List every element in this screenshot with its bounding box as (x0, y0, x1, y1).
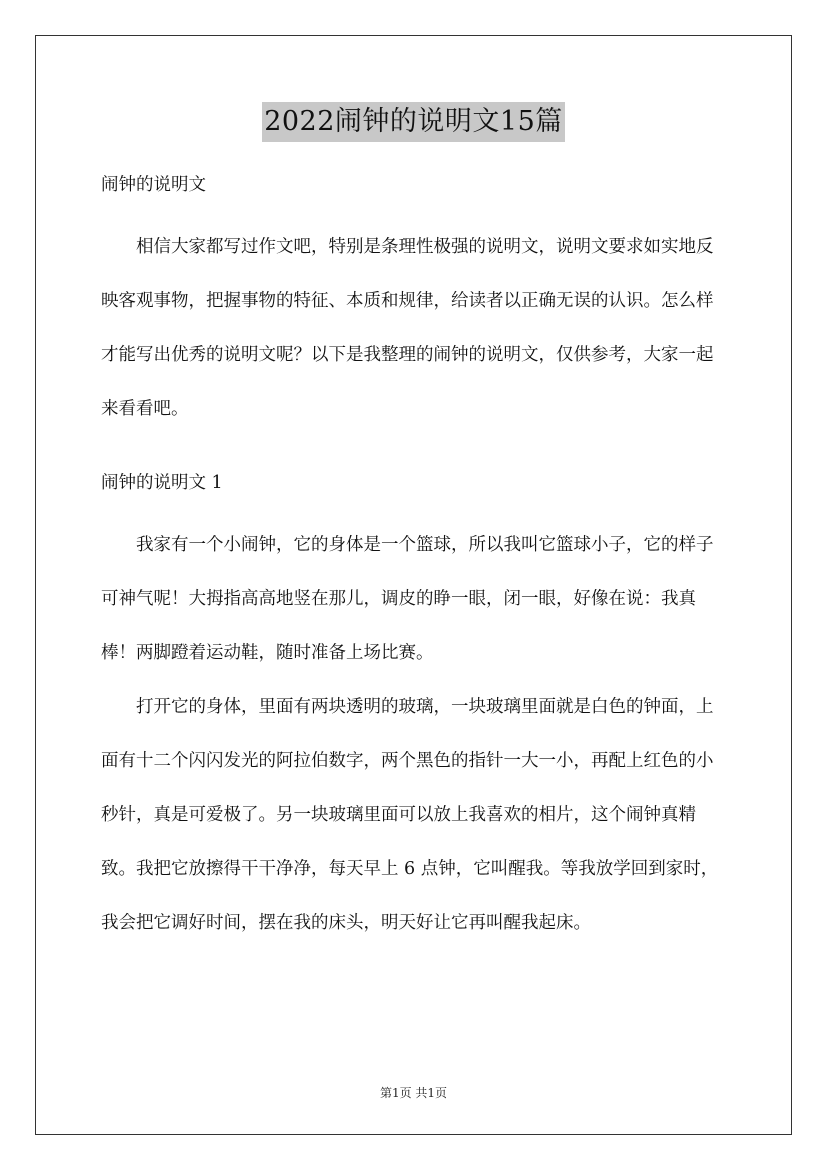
paragraph-gap (101, 436, 727, 468)
document-title: 2022闹钟的说明文15篇 (262, 102, 565, 142)
page-footer: 第1页 共1页 (379, 1086, 448, 1100)
section-heading: 闹钟的说明文 (101, 175, 206, 195)
title-container (0, 102, 827, 142)
body-paragraph-2: 打开它的身体，里面有两块透明的玻璃，一块玻璃里面就是白色的钟面，上面有十二个闪闪发光的阿拉伯数字，两个黑色的指针一大一小，再配上红色的小秒针，真是可爱极了。另一块玻璃里面可以放上我喜欢的相片，这个闹钟真精致。我把它放擦得干干净净，每天早上 6 点钟，它叫醒我。等我放学回到家时，我会把它调好时间，摆在我的床头，明天好让它再叫醒我起床。 (101, 697, 719, 933)
intro-paragraph: 相信大家都写过作文吧，特别是条理性极强的说明文，说明文要求如实地反映客观事物，把握事物的特征、本质和规律，给读者以正确无误的认识。怎么样才能写出优秀的说明文呢？以下是我整理的闹钟的说明文，仅供参考，大家一起来看看吧。 (101, 237, 714, 419)
body-paragraph-1: 我家有一个小闹钟，它的身体是一个篮球，所以我叫它篮球小子，它的样子可神气呢！大拇指高高地竖在那儿，调皮的睁一眼，闭一眼，好像在说：我真棒！两脚蹬着运动鞋，随时准备上场比赛。 (101, 535, 714, 663)
essay-heading: 闹钟的说明文 1 (101, 473, 223, 493)
document-body (101, 170, 727, 950)
